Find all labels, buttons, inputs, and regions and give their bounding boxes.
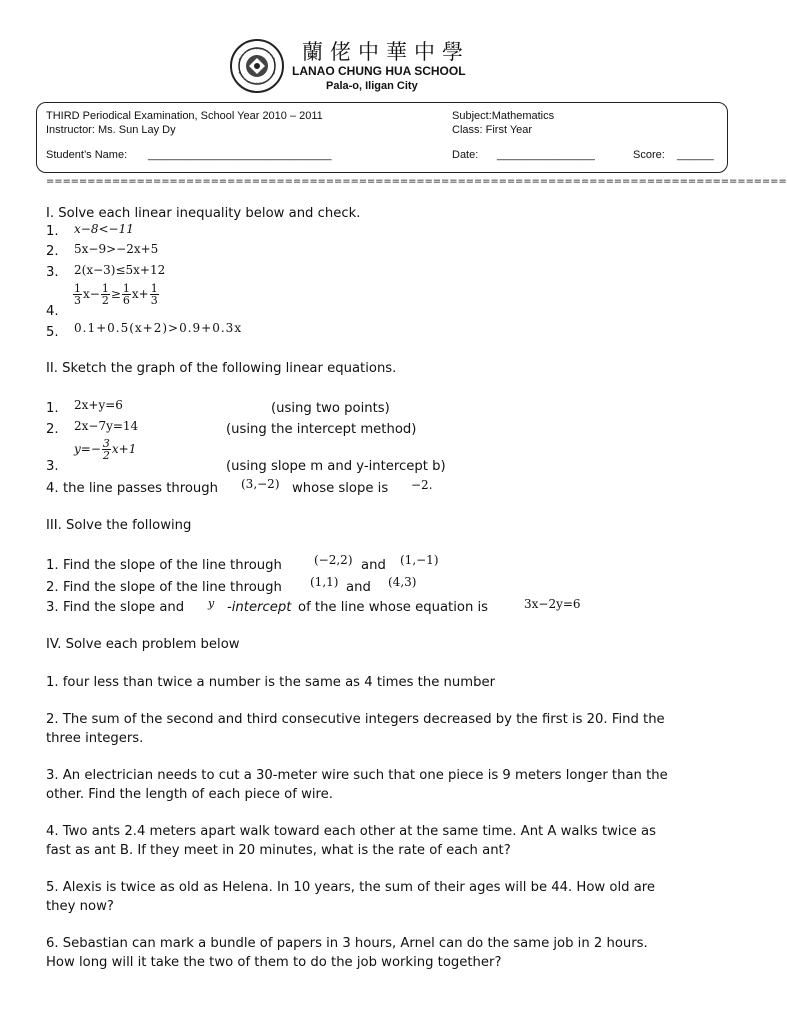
exam-title: THIRD Periodical Examination, School Year 2010 – 2011 (46, 110, 323, 122)
s1-item2-expression: 5x−9>−2x+5 (74, 242, 159, 256)
s3-item3-text-equation: of the line whose equation is (298, 600, 489, 615)
s4-problem4-line1: 4. Two ants 2.4 meters apart walk toward each other at the same time. Ant A walks twice as (46, 824, 656, 839)
s2-item4-text: the line passes through (63, 481, 219, 496)
s3-item1-text: Find the slope of the line through (63, 558, 282, 573)
section3-title: III. Solve the following (46, 518, 192, 533)
s3-item3-number: 3. (46, 600, 59, 615)
s1-item5-expression: 0.1+0.5(x+2)>0.9+0.3x (74, 321, 243, 335)
s3-item3-text: Find the slope and (63, 600, 185, 615)
fraction: $\frac{1}{6}$ (122, 282, 130, 307)
s4-problem3-line1: 3. An electrician needs to cut a 30-meter wire such that one piece is 9 meters longer than the (46, 768, 668, 783)
s1-item2-number: 2. (46, 244, 59, 259)
s2-item4-point: (3,−2) (241, 477, 280, 491)
school-chinese-name: 蘭佬中華中學 (302, 40, 470, 64)
section4-title: IV. Solve each problem below (46, 637, 240, 652)
section1-title: I. Solve each linear inequality below and check. (46, 206, 361, 221)
s3-item2-text: Find the slope of the line through (63, 580, 282, 595)
s1-item4-number: 4. (46, 304, 59, 319)
s2-item4-text-slope: whose slope is (292, 481, 389, 496)
s4-problem6-line1: 6. Sebastian can mark a bundle of papers in 3 hours, Arnel can do the same job in 2 hours. (46, 936, 648, 951)
s1-item5-number: 5. (46, 325, 59, 340)
subject: Subject:Mathematics (452, 110, 555, 122)
fraction: $\frac{1}{3}$ (74, 282, 81, 307)
s3-item2-number: 2. (46, 580, 59, 595)
date-field[interactable]: ________________ (497, 149, 595, 161)
s4-problem1: 1. four less than twice a number is the same as 4 times the number (46, 675, 495, 690)
s4-problem2-line2: three integers. (46, 731, 144, 746)
s3-item2-point1: (1,1) (310, 575, 339, 589)
score-label: Score: (633, 149, 665, 161)
instructor: Instructor: Ms. Sun Lay Dy (46, 124, 176, 136)
s2-item3-method: (using slope m and y-intercept b) (226, 459, 446, 474)
section2-title: II. Sketch the graph of the following linear equations. (46, 361, 397, 376)
s1-item1-expression: x−8<−11 (74, 222, 134, 236)
s1-item4-expression: $\frac{1}{3}$ x− $\frac{1}{2}$ ≥ $\frac{1}{6}$ x+ $\frac{1}{3}$ (74, 282, 158, 307)
s2-item2-expression: 2x−7y=14 (74, 419, 139, 433)
s2-item4-slope: −2. (411, 478, 433, 492)
s1-item3-expression: 2(x−3)≤5x+12 (74, 263, 166, 277)
s2-item2-number: 2. (46, 422, 59, 437)
student-name-field[interactable]: ______________________________ (148, 149, 332, 161)
s2-item2-method: (using the intercept method) (226, 422, 417, 437)
s4-problem6-line2: How long will it take the two of them to do the job working together? (46, 955, 502, 970)
s4-problem2-line1: 2. The sum of the second and third consecutive integers decreased by the first is 20. Find the (46, 712, 665, 727)
s4-problem5-line2: they now? (46, 899, 114, 914)
date-label: Date: (452, 149, 479, 161)
s4-problem3-line2: other. Find the length of each piece of wire. (46, 787, 333, 802)
school-name: LANAO CHUNG HUA SCHOOL (292, 64, 466, 78)
s3-item2-point2: (4,3) (388, 575, 417, 589)
fraction: $\frac{3}{2}$ (102, 437, 110, 462)
divider-line: ========================================================================================== (46, 176, 787, 187)
s3-item1-number: 1. (46, 558, 59, 573)
fraction: $\frac{1}{3}$ (150, 282, 158, 307)
s4-problem5-line1: 5. Alexis is twice as old as Helena. In 10 years, the sum of their ages will be 44. How old are (46, 880, 656, 895)
s3-item3-variable: y (208, 597, 215, 610)
s3-item3-expression: 3x−2y=6 (524, 597, 581, 611)
s3-item1-and: and (361, 558, 386, 573)
s2-item3-expression: y=− $\frac{3}{2}$ x+1 (74, 437, 137, 462)
fraction: $\frac{1}{2}$ (101, 282, 109, 307)
s1-item3-number: 3. (46, 265, 59, 280)
school-address: Pala-o, Iligan City (326, 80, 418, 92)
s3-item1-point1: (−2,2) (314, 553, 353, 567)
school-seal-logo (229, 38, 285, 94)
s4-problem4-line2: fast as ant B. If they meet in 20 minutes, what is the rate of each ant? (46, 843, 511, 858)
class-label: Class: First Year (452, 124, 533, 136)
s1-item1-number: 1. (46, 224, 59, 239)
s2-item1-number: 1. (46, 401, 59, 416)
score-field[interactable]: ______ (677, 149, 714, 161)
s3-item3-intercept: -intercept (227, 600, 292, 615)
s3-item1-point2: (1,−1) (400, 553, 439, 567)
student-name-label: Student’s Name: (46, 149, 128, 161)
s2-item4-number: 4. (46, 481, 59, 496)
s2-item1-method: (using two points) (271, 401, 390, 416)
s2-item1-expression: 2x+y=6 (74, 398, 123, 412)
s3-item2-and: and (346, 580, 371, 595)
s2-item3-number: 3. (46, 459, 59, 474)
